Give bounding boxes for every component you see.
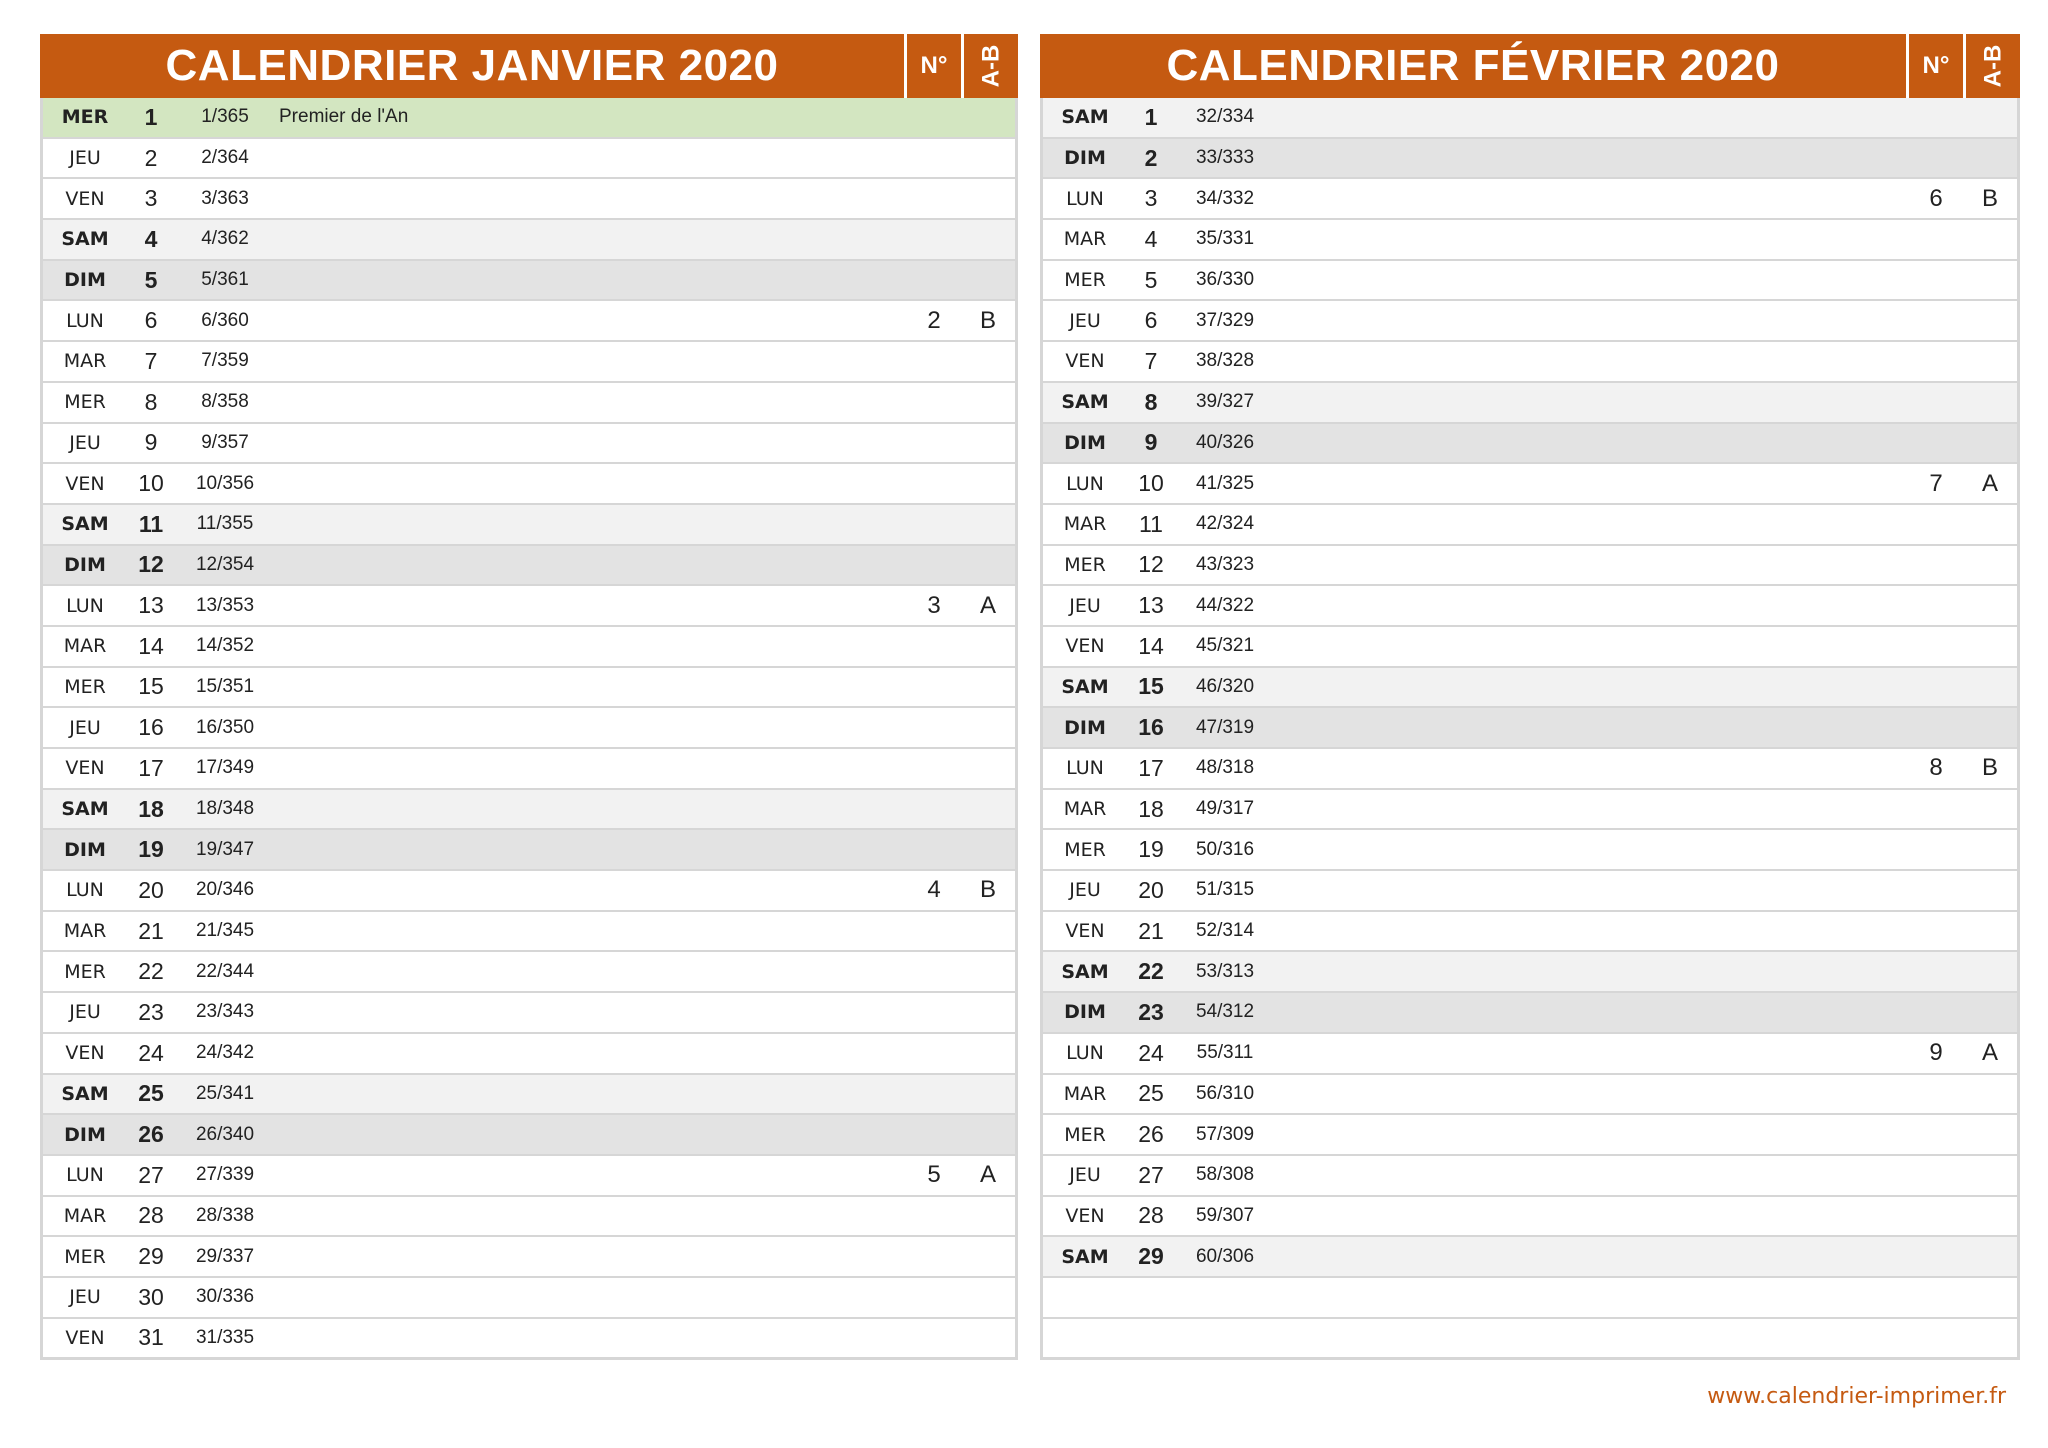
day-of-year: 31/335 <box>195 1326 255 1348</box>
day-number: 23 <box>1138 998 1164 1025</box>
day-number: 27 <box>138 1161 164 1188</box>
day-row <box>1043 706 2017 747</box>
day-row <box>43 259 1015 300</box>
ab-week-header <box>1963 34 2020 98</box>
day-row <box>1043 1032 2017 1073</box>
week-number: 9 <box>1929 1039 1943 1067</box>
day-number: 28 <box>138 1202 164 1229</box>
footer-website: www.calendrier-imprimer.fr <box>1707 1384 2006 1409</box>
week-number: 8 <box>1929 754 1943 782</box>
day-row <box>1043 747 2017 788</box>
day-row <box>1043 98 2017 137</box>
day-of-year: 40/326 <box>1195 431 1255 453</box>
day-of-week: SAM <box>61 513 109 536</box>
day-of-week: MAR <box>1063 1082 1107 1105</box>
day-row <box>43 1073 1015 1114</box>
day-of-week: VEN <box>65 1042 105 1065</box>
day-number: 19 <box>1138 836 1164 863</box>
day-number: 24 <box>138 1039 164 1066</box>
day-of-week: JEU <box>69 1001 101 1024</box>
day-number: 18 <box>1138 795 1164 822</box>
day-of-week: DIM <box>64 838 106 861</box>
day-of-year: 13/353 <box>195 594 255 616</box>
day-number: 18 <box>138 795 164 822</box>
day-row <box>43 1113 1015 1154</box>
day-row <box>43 788 1015 829</box>
day-of-week: VEN <box>1065 1204 1105 1227</box>
day-row <box>43 910 1015 951</box>
day-number: 12 <box>1138 551 1164 578</box>
day-of-year: 50/316 <box>1195 838 1255 860</box>
day-number: 15 <box>1138 673 1164 700</box>
day-row <box>43 1032 1015 1073</box>
day-of-year: 19/347 <box>195 838 255 860</box>
day-number: 26 <box>1138 1121 1164 1148</box>
day-of-year: 38/328 <box>1195 350 1255 372</box>
day-of-week: MER <box>64 960 106 983</box>
day-row <box>1043 177 2017 218</box>
day-of-year: 56/310 <box>1195 1082 1255 1104</box>
day-row <box>1043 1154 2017 1195</box>
day-number: 1 <box>144 103 158 130</box>
day-of-week: JEU <box>69 431 101 454</box>
ab-week: A <box>1981 469 1998 497</box>
ab-week: B <box>979 876 996 904</box>
week-number: 6 <box>1929 184 1943 212</box>
day-of-year: 12/354 <box>195 553 255 575</box>
day-row <box>1043 1235 2017 1276</box>
day-number: 4 <box>144 225 158 252</box>
day-number: 1 <box>1144 103 1158 130</box>
day-of-week: SAM <box>1061 391 1109 414</box>
ab-week: B <box>1981 754 1998 782</box>
day-number: 11 <box>1139 510 1163 537</box>
day-of-week: LUN <box>66 309 104 332</box>
day-number: 19 <box>138 836 164 863</box>
day-of-year: 21/345 <box>195 920 255 942</box>
week-number-header: N° <box>1906 34 1963 98</box>
empty-row <box>1043 1317 2017 1358</box>
day-row <box>1043 544 2017 585</box>
day-of-week: VEN <box>1065 350 1105 373</box>
week-number: 7 <box>1929 469 1943 497</box>
day-number: 27 <box>1138 1161 1164 1188</box>
month-header <box>1040 34 2020 98</box>
day-of-week: LUN <box>1066 472 1104 495</box>
ab-week: A <box>1981 1039 1998 1067</box>
day-number: 7 <box>144 347 158 374</box>
day-of-week: SAM <box>1061 675 1109 698</box>
day-number: 28 <box>1138 1202 1164 1229</box>
day-number: 8 <box>144 388 158 415</box>
day-number: 2 <box>1144 144 1158 171</box>
day-number: 24 <box>1138 1039 1164 1066</box>
day-number: 4 <box>1144 225 1158 252</box>
day-number: 3 <box>144 185 158 212</box>
day-of-year: 52/314 <box>1195 920 1255 942</box>
day-of-year: 58/308 <box>1195 1164 1255 1186</box>
day-of-week: MER <box>61 106 109 129</box>
day-of-week: DIM <box>64 1123 106 1146</box>
day-of-week: SAM <box>1061 1245 1109 1268</box>
day-of-year: 42/324 <box>1195 513 1255 535</box>
day-row <box>43 747 1015 788</box>
day-number: 2 <box>144 144 158 171</box>
month-header <box>40 34 1018 98</box>
month-january <box>40 34 1018 1360</box>
day-of-week: VEN <box>65 1326 105 1349</box>
day-row <box>1043 869 2017 910</box>
day-of-week: MAR <box>63 1204 107 1227</box>
day-of-week: JEU <box>1069 879 1101 902</box>
day-row <box>43 503 1015 544</box>
day-number: 9 <box>1144 429 1158 456</box>
day-of-week: MER <box>64 1245 106 1268</box>
ab-week: B <box>979 306 996 334</box>
day-row <box>1043 1195 2017 1236</box>
day-list <box>43 98 1015 1357</box>
day-row <box>43 706 1015 747</box>
day-of-year: 37/329 <box>1195 309 1255 331</box>
day-row <box>43 177 1015 218</box>
day-of-week: SAM <box>61 228 109 251</box>
day-of-year: 8/358 <box>201 391 249 413</box>
day-number: 10 <box>138 470 164 497</box>
day-row <box>1043 625 2017 666</box>
ab-week: A <box>979 591 996 619</box>
day-row <box>1043 584 2017 625</box>
ab-week: B <box>1981 184 1998 212</box>
day-number: 20 <box>1138 876 1164 903</box>
day-of-week: LUN <box>66 879 104 902</box>
day-row <box>43 218 1015 259</box>
month-title: CALENDRIER FÉVRIER 2020 <box>1166 41 1780 90</box>
day-row <box>43 462 1015 503</box>
day-of-week: JEU <box>69 716 101 739</box>
day-row <box>1043 422 2017 463</box>
day-row <box>43 1317 1015 1358</box>
day-of-year: 49/317 <box>1195 798 1255 820</box>
day-of-week: SAM <box>61 798 109 821</box>
day-of-week: LUN <box>66 1164 104 1187</box>
day-row <box>1043 218 2017 259</box>
day-row <box>43 625 1015 666</box>
day-of-year: 18/348 <box>195 798 255 820</box>
day-of-year: 27/339 <box>195 1164 255 1186</box>
day-number: 25 <box>1138 1080 1164 1107</box>
day-of-week: VEN <box>65 187 105 210</box>
day-row <box>1043 1113 2017 1154</box>
week-number-header: N° <box>904 34 961 98</box>
day-number: 16 <box>138 714 164 741</box>
ab-week: A <box>979 1161 996 1189</box>
day-of-year: 9/357 <box>201 431 249 453</box>
day-number: 22 <box>138 958 164 985</box>
day-of-week: JEU <box>69 147 101 170</box>
day-of-year: 10/356 <box>195 472 255 494</box>
day-number: 31 <box>138 1324 164 1351</box>
day-of-week: DIM <box>1064 431 1106 454</box>
day-row <box>43 950 1015 991</box>
day-number: 21 <box>138 917 164 944</box>
day-of-year: 53/313 <box>1195 960 1255 982</box>
day-of-week: JEU <box>1069 594 1101 617</box>
day-of-week: SAM <box>1061 960 1109 983</box>
day-row <box>1043 666 2017 707</box>
day-number: 5 <box>144 266 158 293</box>
day-of-week: VEN <box>65 757 105 780</box>
month-title: CALENDRIER JANVIER 2020 <box>165 41 779 90</box>
day-of-year: 43/323 <box>1195 553 1255 575</box>
day-number: 9 <box>144 429 158 456</box>
day-of-year: 26/340 <box>195 1123 255 1145</box>
day-number: 29 <box>138 1243 164 1270</box>
day-of-year: 1/365 <box>201 106 249 128</box>
day-of-week: MAR <box>63 635 107 658</box>
day-of-year: 30/336 <box>195 1286 255 1308</box>
day-of-week: DIM <box>64 269 106 292</box>
day-number: 5 <box>1144 266 1158 293</box>
day-row <box>1043 462 2017 503</box>
day-of-year: 3/363 <box>201 187 249 209</box>
day-number: 14 <box>1138 632 1164 659</box>
day-number: 17 <box>138 754 164 781</box>
day-row <box>1043 950 2017 991</box>
day-of-year: 44/322 <box>1195 594 1255 616</box>
day-number: 20 <box>138 876 164 903</box>
day-of-week: SAM <box>1061 106 1109 129</box>
day-of-year: 46/320 <box>1195 675 1255 697</box>
day-number: 21 <box>1138 917 1164 944</box>
week-number: 5 <box>927 1161 941 1189</box>
day-number: 22 <box>1138 958 1164 985</box>
day-of-year: 14/352 <box>195 635 255 657</box>
day-of-year: 54/312 <box>1195 1001 1255 1023</box>
day-of-week: MER <box>1064 1123 1106 1146</box>
week-number: 3 <box>927 591 941 619</box>
day-number: 10 <box>1138 470 1164 497</box>
day-of-year: 20/346 <box>195 879 255 901</box>
day-of-week: MER <box>1064 269 1106 292</box>
day-number: 26 <box>138 1121 164 1148</box>
day-row <box>1043 503 2017 544</box>
day-of-week: VEN <box>65 472 105 495</box>
day-row <box>1043 910 2017 951</box>
day-of-week: JEU <box>1069 309 1101 332</box>
day-row <box>43 991 1015 1032</box>
day-of-year: 41/325 <box>1195 472 1255 494</box>
ab-week-header <box>961 34 1018 98</box>
day-of-week: MER <box>64 391 106 414</box>
day-of-week: LUN <box>1066 187 1104 210</box>
day-row <box>43 340 1015 381</box>
day-row <box>43 381 1015 422</box>
day-of-year: 23/343 <box>195 1001 255 1023</box>
day-of-week: MAR <box>1063 798 1107 821</box>
day-of-year: 35/331 <box>1195 228 1255 250</box>
day-of-week: VEN <box>1065 635 1105 658</box>
ab-week-header-label: A-B <box>1979 44 2006 88</box>
day-of-week: DIM <box>1064 147 1106 170</box>
day-of-year: 55/311 <box>1196 1042 1254 1064</box>
day-of-week: LUN <box>1066 1042 1104 1065</box>
day-of-year: 34/332 <box>1195 187 1255 209</box>
day-of-week: LUN <box>66 594 104 617</box>
day-row <box>1043 991 2017 1032</box>
event-note: Premier de l'An <box>279 106 409 128</box>
day-of-year: 25/341 <box>195 1082 255 1104</box>
day-of-year: 60/306 <box>1195 1245 1255 1267</box>
day-of-week: JEU <box>1069 1164 1101 1187</box>
day-row <box>43 299 1015 340</box>
day-row <box>43 666 1015 707</box>
day-of-year: 48/318 <box>1195 757 1255 779</box>
day-of-year: 7/359 <box>201 350 249 372</box>
day-number: 17 <box>1138 754 1164 781</box>
day-row <box>43 1276 1015 1317</box>
day-row <box>1043 259 2017 300</box>
day-number: 6 <box>1144 307 1158 334</box>
day-row <box>1043 299 2017 340</box>
day-number: 13 <box>138 592 164 619</box>
day-row <box>43 1235 1015 1276</box>
day-of-year: 2/364 <box>201 147 249 169</box>
day-of-week: MER <box>1064 838 1106 861</box>
day-number: 3 <box>1144 185 1158 212</box>
day-row <box>43 584 1015 625</box>
day-of-year: 29/337 <box>195 1245 255 1267</box>
day-row <box>43 1154 1015 1195</box>
day-of-week: SAM <box>61 1082 109 1105</box>
ab-week-header-label: A-B <box>977 44 1004 88</box>
day-of-week: MAR <box>63 350 107 373</box>
day-number: 30 <box>138 1283 164 1310</box>
day-row <box>43 869 1015 910</box>
day-number: 11 <box>138 510 164 537</box>
day-of-year: 24/342 <box>195 1042 255 1064</box>
day-of-week: MER <box>64 675 106 698</box>
day-of-year: 57/309 <box>1195 1123 1255 1145</box>
day-number: 13 <box>1138 592 1164 619</box>
day-of-year: 17/349 <box>195 757 255 779</box>
day-number: 16 <box>1138 714 1164 741</box>
day-of-week: LUN <box>1066 757 1104 780</box>
day-of-week: DIM <box>64 553 106 576</box>
day-of-year: 51/315 <box>1195 879 1255 901</box>
day-of-year: 39/327 <box>1195 391 1255 413</box>
day-row <box>43 422 1015 463</box>
week-number: 2 <box>927 306 941 334</box>
month-february <box>1040 34 2020 1360</box>
day-row <box>1043 381 2017 422</box>
day-of-year: 16/350 <box>195 716 255 738</box>
day-of-year: 22/344 <box>195 960 255 982</box>
day-of-week: MAR <box>1063 513 1107 536</box>
day-row <box>43 544 1015 585</box>
day-of-week: MAR <box>1063 228 1107 251</box>
day-of-week: DIM <box>1064 1001 1106 1024</box>
day-of-week: VEN <box>1065 920 1105 943</box>
day-of-year: 28/338 <box>195 1204 255 1226</box>
day-of-week: DIM <box>1064 716 1106 739</box>
day-of-year: 5/361 <box>201 269 249 291</box>
week-number: 4 <box>927 876 941 904</box>
day-of-year: 32/334 <box>1195 106 1255 128</box>
day-number: 14 <box>138 632 164 659</box>
day-row <box>1043 788 2017 829</box>
day-number: 25 <box>138 1080 164 1107</box>
day-number: 23 <box>138 998 164 1025</box>
day-number: 7 <box>1144 347 1158 374</box>
day-row <box>43 98 1015 137</box>
day-of-year: 4/362 <box>201 228 249 250</box>
day-of-week: MAR <box>63 920 107 943</box>
day-row <box>1043 1073 2017 1114</box>
day-of-year: 45/321 <box>1195 635 1255 657</box>
day-row <box>1043 828 2017 869</box>
day-of-year: 6/360 <box>201 309 249 331</box>
day-of-year: 47/319 <box>1195 716 1255 738</box>
day-row <box>43 137 1015 178</box>
day-of-week: JEU <box>69 1286 101 1309</box>
day-row <box>43 828 1015 869</box>
day-number: 6 <box>144 307 158 334</box>
day-number: 15 <box>138 673 164 700</box>
day-row <box>1043 137 2017 178</box>
day-list <box>1043 98 2017 1357</box>
day-of-week: MER <box>1064 553 1106 576</box>
day-row <box>43 1195 1015 1236</box>
day-of-year: 59/307 <box>1195 1204 1255 1226</box>
day-number: 12 <box>138 551 164 578</box>
day-row <box>1043 340 2017 381</box>
day-number: 29 <box>1138 1243 1164 1270</box>
day-number: 8 <box>1144 388 1158 415</box>
day-of-year: 33/333 <box>1195 147 1255 169</box>
day-of-year: 11/355 <box>196 513 254 535</box>
empty-row <box>1043 1276 2017 1317</box>
day-of-year: 36/330 <box>1195 269 1255 291</box>
day-of-year: 15/351 <box>195 675 255 697</box>
